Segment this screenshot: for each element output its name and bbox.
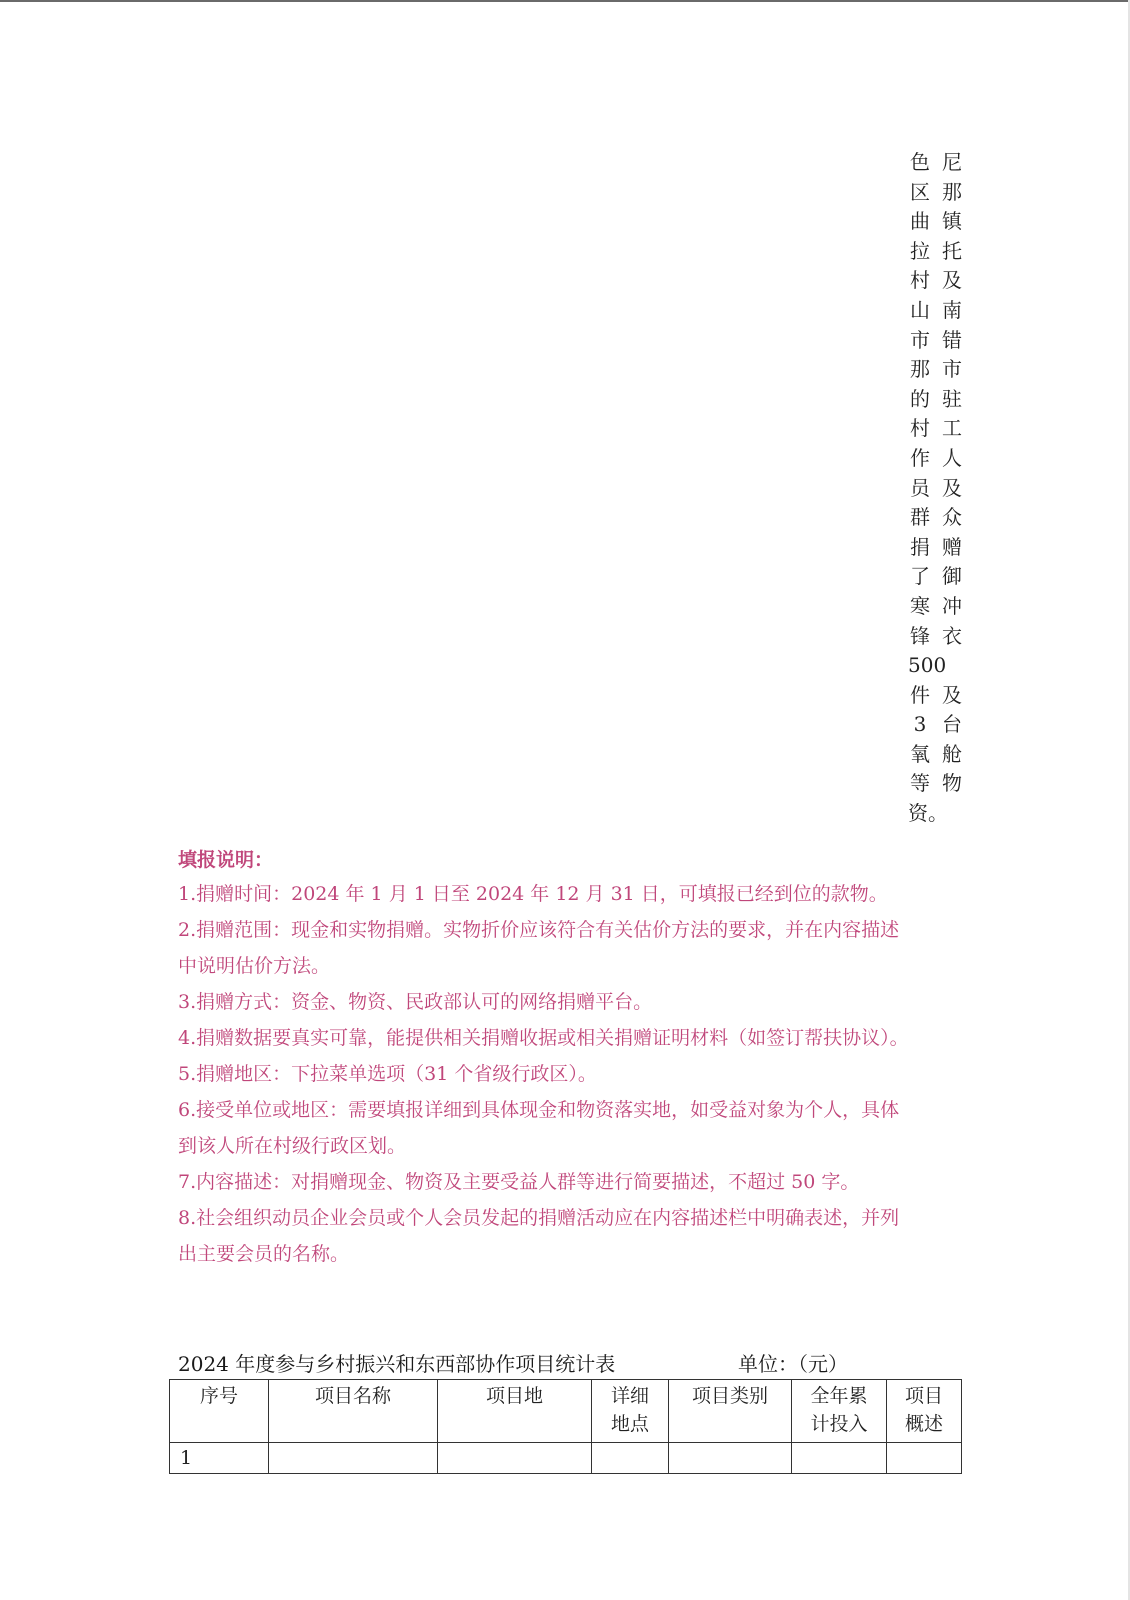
page-top-edge (0, 0, 1130, 2)
vertical-char: 作 (910, 445, 930, 470)
header-text: 概述 (904, 1413, 943, 1435)
vertical-char: 村 (910, 416, 930, 441)
table-body (170, 1443, 962, 1474)
project-statistics-table (169, 1379, 962, 1474)
vertical-char: 了 (910, 564, 930, 589)
table-header-cell (792, 1380, 887, 1443)
vertical-char: 区 (910, 179, 930, 204)
vertical-char: 冲 (942, 593, 962, 618)
table-cell[interactable] (887, 1443, 962, 1474)
instruction-line: 7.内容描述：对捐赠现金、物资及主要受益人群等进行简要描述，不超过 50 字。 (178, 1171, 860, 1193)
vertical-text-left-column (908, 148, 948, 829)
instruction-line: 3.捐赠方式：资金、物资、民政部认可的网络捐赠平台。 (178, 991, 653, 1013)
vertical-char: 村 (910, 268, 930, 293)
vertical-char: 及 (942, 682, 962, 707)
vertical-char: 等 (910, 771, 930, 796)
instruction-line: 8.社会组织动员企业会员或个人会员发起的捐赠活动应在内容描述栏中明确表述，并列 (178, 1207, 900, 1229)
vertical-char: 物 (942, 771, 962, 796)
vertical-char: 山 (910, 297, 930, 322)
vertical-char: 御 (942, 564, 962, 589)
vertical-char: 镇 (942, 209, 962, 234)
table-cell[interactable]: 1 (170, 1443, 269, 1474)
header-text: 全年累 (810, 1385, 868, 1407)
instruction-line: 5.捐赠地区：下拉菜单选项（31 个省级行政区）。 (178, 1063, 597, 1085)
vertical-char: 众 (942, 505, 962, 530)
table-header-cell (170, 1380, 269, 1443)
instruction-line: 到该人所在村级行政区划。 (178, 1135, 407, 1157)
vertical-char: 那 (910, 357, 930, 382)
vertical-char: 人 (942, 445, 962, 470)
table-row (170, 1443, 962, 1474)
vertical-char: 市 (910, 327, 930, 352)
vertical-char: 南 (942, 297, 962, 322)
table-header-cell (592, 1380, 669, 1443)
vertical-char: 市 (942, 357, 962, 382)
table-title: 2024 年度参与乡村振兴和东西部协作项目统计表 (178, 1352, 616, 1376)
table-cell[interactable] (438, 1443, 592, 1474)
vertical-char: 资。 (908, 801, 948, 826)
table-header-row (170, 1380, 962, 1443)
instruction-line: 2.捐赠范围：现金和实物捐赠。实物折价应该符合有关估价方法的要求，并在内容描述 (178, 919, 900, 941)
instruction-line: 4.捐赠数据要真实可靠，能提供相关捐赠收据或相关捐赠证明材料（如签订帮扶协议）。 (178, 1027, 909, 1049)
header-text: 计投入 (810, 1413, 868, 1435)
header-text: 项目类别 (691, 1385, 768, 1407)
vertical-char: 工 (942, 416, 962, 441)
vertical-char: 及 (942, 475, 962, 500)
header-text: 项目地 (485, 1385, 543, 1407)
table-cell[interactable] (269, 1443, 438, 1474)
instruction-line: 6.接受单位或地区：需要填报详细到具体现金和物资落实地，如受益对象为个人，具体 (178, 1099, 900, 1121)
vertical-char: 尼 (942, 150, 962, 174)
header-text: 项目 (904, 1385, 943, 1407)
table-header-cell (887, 1380, 962, 1443)
vertical-text-right-column (940, 148, 964, 799)
header-text: 序号 (199, 1385, 238, 1407)
vertical-char: 500 (908, 653, 947, 678)
table-cell[interactable] (792, 1443, 887, 1474)
vertical-char: 那 (942, 179, 962, 204)
vertical-char: 错 (942, 327, 962, 352)
vertical-char: 舱 (942, 741, 962, 766)
vertical-char: 曲 (910, 209, 930, 234)
vertical-char: 色 (910, 150, 930, 174)
table-cell[interactable] (592, 1443, 669, 1474)
table-header-cell (438, 1380, 592, 1443)
vertical-char: 3 (913, 712, 927, 737)
header-text: 详细 (610, 1385, 649, 1407)
vertical-char: 衣 (942, 623, 962, 648)
vertical-char: 寒 (910, 593, 930, 618)
instructions-title: 填报说明： (178, 849, 274, 871)
table-header-cell (669, 1380, 792, 1443)
header-text: 地点 (610, 1413, 649, 1435)
instruction-line: 中说明估价方法。 (178, 955, 331, 977)
instruction-line: 出主要会员的名称。 (178, 1243, 350, 1265)
table-header-cell (269, 1380, 438, 1443)
filling-instructions (178, 844, 978, 1272)
vertical-char: 件 (910, 682, 930, 707)
vertical-char: 拉 (910, 238, 930, 263)
vertical-char: 及 (942, 268, 962, 293)
vertical-char: 赠 (942, 534, 962, 559)
vertical-char: 托 (942, 238, 962, 263)
table-unit: 单位：（元） (738, 1352, 848, 1376)
table-caption (178, 1350, 978, 1378)
vertical-char: 锋 (910, 623, 930, 648)
vertical-char: 氧 (910, 741, 930, 766)
vertical-char: 驻 (942, 386, 962, 411)
vertical-char: 的 (910, 386, 930, 411)
vertical-char: 群 (910, 505, 930, 530)
vertical-char: 台 (942, 712, 962, 737)
vertical-char: 员 (910, 475, 930, 500)
header-text: 项目名称 (314, 1385, 391, 1407)
table-cell[interactable] (669, 1443, 792, 1474)
instruction-line: 1.捐赠时间：2024 年 1 月 1 日至 2024 年 12 月 31 日，可填报已经到位的款物。 (178, 883, 888, 905)
vertical-char: 捐 (910, 534, 930, 559)
instructions-list (178, 876, 978, 1272)
